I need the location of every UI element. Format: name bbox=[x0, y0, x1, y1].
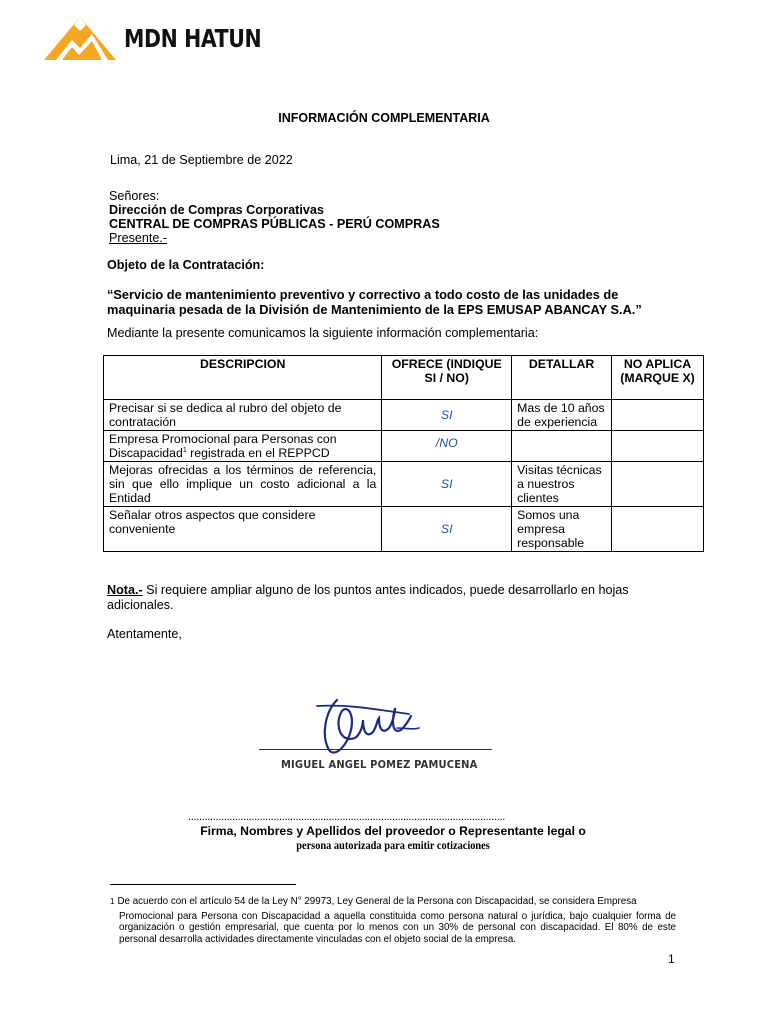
header-no-aplica: NO APLICA (MARQUE X) bbox=[612, 356, 704, 400]
header-detallar: DETALLAR bbox=[512, 356, 612, 400]
cell-no-aplica bbox=[612, 400, 704, 431]
cell-detallar: Visitas técnicas a nuestros clientes bbox=[512, 462, 612, 507]
cell-no-aplica bbox=[612, 462, 704, 507]
recipient-block bbox=[109, 189, 440, 245]
header-descripcion: DESCRIPCION bbox=[104, 356, 382, 400]
greeting: Señores: bbox=[109, 189, 160, 203]
cell-no-aplica bbox=[612, 431, 704, 462]
objeto-label: Objeto de la Contratación: bbox=[107, 258, 265, 272]
header-ofrece: OFRECE (INDIQUE SI / NO) bbox=[382, 356, 512, 400]
cell-descripcion bbox=[104, 431, 382, 462]
nota-text: Si requiere ampliar alguno de los puntos antes indicados, puede desarrollarlo en hojas adicionales. bbox=[107, 583, 629, 612]
cell-descripcion-text: Empresa Promocional para Personas con Discapacidad bbox=[109, 432, 337, 460]
cell-detallar: Somos una empresa responsable bbox=[512, 507, 612, 552]
nota bbox=[107, 583, 667, 613]
nota-label: Nota.- bbox=[107, 583, 143, 597]
cell-descripcion: Señalar otros aspectos que considere conveniente bbox=[104, 507, 382, 552]
footnote-text-rest: Promocional para Persona con Discapacidad a aquella constituida como persona natural o jurídica, bajo cualquier forma de organización o gestión empresarial, que cuenta por lo menos con un 30% de personal con discapacidad. El 80% de este personal desarrolla actividades directamente vinculadas con el objeto social de la empresa. bbox=[119, 910, 676, 945]
cell-descripcion-text-2: registrada en el REPPCD bbox=[186, 446, 330, 460]
mountain-logo-icon bbox=[42, 14, 118, 62]
signer-name: MIGUEL ANGEL POMEZ PAMUCENA bbox=[281, 758, 478, 771]
cell-ofrece: SI bbox=[382, 462, 512, 507]
footnote-ref: 1 bbox=[182, 446, 187, 454]
info-table bbox=[103, 355, 704, 552]
page-number: 1 bbox=[668, 952, 675, 966]
table-header-row bbox=[104, 356, 704, 400]
cell-detallar bbox=[512, 431, 612, 462]
logo-text: MDN HATUN bbox=[124, 23, 262, 53]
recipient-line-1: Dirección de Compras Corporativas bbox=[109, 203, 324, 217]
cell-descripcion: Precisar si se dedica al rubro del objeto de contratación bbox=[104, 400, 382, 431]
signature-caption-2: persona autorizada para emitir cotizaciones bbox=[296, 840, 490, 852]
presente: Presente.- bbox=[109, 231, 168, 245]
table-row bbox=[104, 431, 704, 462]
table-row bbox=[104, 507, 704, 552]
footnote-separator bbox=[110, 884, 296, 885]
signature-image bbox=[259, 676, 511, 788]
footnote bbox=[110, 896, 676, 945]
signature-dotted-line: ................................................................................................................... bbox=[188, 811, 505, 823]
handwritten-signature-icon bbox=[259, 676, 511, 788]
objeto-text: “Servicio de mantenimiento preventivo y correctivo a todo costo de las unidades de maquinaria pesada de la División de Mantenimiento de la EPS EMUSAP ABANCAY S.A.” bbox=[107, 287, 642, 317]
signature-caption-1: Firma, Nombres y Apellidos del proveedor o Representante legal o bbox=[200, 824, 586, 838]
cell-ofrece: SI bbox=[382, 507, 512, 552]
recipient-line-2: CENTRAL DE COMPRAS PÚBLICAS - PERÚ COMPRAS bbox=[109, 217, 440, 231]
table-row bbox=[104, 400, 704, 431]
cell-no-aplica bbox=[612, 507, 704, 552]
intro-text: Mediante la presente comunicamos la siguiente información complementaria: bbox=[107, 326, 539, 340]
letter-date: Lima, 21 de Septiembre de 2022 bbox=[110, 153, 293, 167]
company-logo bbox=[42, 14, 291, 62]
closing: Atentamente, bbox=[107, 627, 182, 641]
signature-line bbox=[259, 749, 492, 750]
cell-descripcion: Mejoras ofrecidas a los términos de referencia, sin que ello implique un costo adicional a la Entidad bbox=[104, 462, 382, 507]
footnote-number: 1 bbox=[110, 897, 115, 906]
cell-ofrece: SI bbox=[382, 400, 512, 431]
cell-detallar: Mas de 10 años de experiencia bbox=[512, 400, 612, 431]
footnote-text-first: De acuerdo con el artículo 54 de la Ley N° 29973, Ley General de la Persona con Discapacidad, se considera Empresa bbox=[117, 896, 637, 907]
cell-ofrece: /NO bbox=[382, 431, 512, 462]
table-row bbox=[104, 462, 704, 507]
document-title: INFORMACIÓN COMPLEMENTARIA bbox=[278, 111, 490, 125]
